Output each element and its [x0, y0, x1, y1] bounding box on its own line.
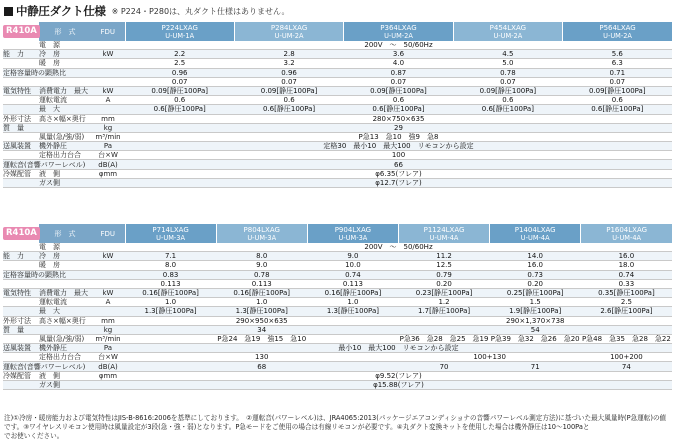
row-value: φ12.7(フレア) [125, 178, 672, 187]
row-category [3, 178, 39, 187]
row-label: 電 源 [39, 41, 91, 50]
model-code: P1404LXAG [514, 225, 556, 234]
model-unit: U-UM-4A [520, 233, 550, 242]
row-label: 暖 房 [39, 59, 91, 68]
row-unit: kg [91, 123, 125, 132]
row-value: 0.35[静圧100Pa] [581, 288, 672, 297]
row-value: 0.16[静圧100Pa] [216, 288, 307, 297]
row-value: 0.74 [581, 270, 672, 279]
row-value: 8.0 [216, 252, 307, 261]
row-category [3, 298, 39, 307]
row-label [39, 279, 91, 288]
row-category: 能 力 [3, 50, 39, 59]
row-unit: kW [91, 86, 125, 95]
fdu-label: FDU [91, 22, 125, 41]
row-unit: 台×W [91, 151, 125, 160]
row-value: P急39 急32 急26 急20 [490, 334, 580, 343]
model-header [234, 22, 343, 41]
row-label [39, 325, 91, 334]
row-unit [91, 270, 125, 279]
row-value: 0.113 [307, 279, 398, 288]
row-value: 11.2 [398, 252, 489, 261]
row-value: 0.09[静圧100Pa] [234, 86, 343, 95]
row-value: 2.6[静圧100Pa] [581, 307, 672, 316]
row-value: 1.3[静圧100Pa] [307, 307, 398, 316]
table-row [3, 353, 672, 362]
row-category: 運転音(音響パワーレベル) [3, 362, 86, 371]
row-value: 10.0 [307, 261, 398, 270]
row-value: 0.78 [216, 270, 307, 279]
row-category: 外形寸法 [3, 316, 39, 325]
row-value: 0.09[静圧100Pa] [344, 86, 453, 95]
table-row [3, 380, 672, 389]
row-value: 12.5 [398, 261, 489, 270]
table-row [3, 114, 672, 123]
row-value: 54 [398, 325, 672, 334]
model-unit: U-UM-4A [429, 233, 459, 242]
model-code: P714LXAG [152, 225, 189, 234]
row-unit: kg [91, 325, 125, 334]
row-value: 0.6[静圧100Pa] [234, 105, 343, 114]
row-value: φ15.88(フレア) [125, 380, 672, 389]
row-label: 最 大 [39, 105, 91, 114]
row-label: 高さ×幅×奥行 [39, 316, 91, 325]
row-value: 0.78 [453, 68, 562, 77]
row-value: 0.6 [125, 96, 234, 105]
row-value: P急48 急35 急28 急22 [581, 334, 671, 343]
row-unit [91, 41, 125, 50]
table-row [3, 178, 672, 187]
row-unit: mm [91, 316, 125, 325]
table-row [3, 77, 672, 86]
row-label: ガス側 [39, 178, 91, 187]
model-unit: U-UM-3A [338, 233, 368, 242]
row-label: 定格出力台合 [39, 151, 91, 160]
table-row [3, 362, 672, 371]
row-unit [91, 105, 125, 114]
model-header [581, 224, 672, 243]
table-row [3, 334, 672, 343]
row-unit [91, 178, 125, 187]
row-value: 0.71 [563, 68, 672, 77]
model-unit: U-UM-1A [165, 31, 195, 40]
row-label: 消費電力 最大 [39, 288, 91, 297]
row-value: 0.6 [563, 96, 672, 105]
model-code: P454LXAG [489, 23, 527, 32]
row-category [3, 307, 39, 316]
row-value: 0.87 [344, 68, 453, 77]
refrigerant-badge-cell [3, 224, 39, 243]
table-row [3, 50, 672, 59]
table-row [3, 96, 672, 105]
row-label: 暖 房 [39, 261, 91, 270]
row-value: 2.2 [125, 50, 234, 59]
row-value: 2.5 [125, 59, 234, 68]
row-value: 0.83 [125, 270, 216, 279]
row-value: 2.5 [581, 298, 672, 307]
row-value: 74 [581, 362, 672, 371]
table-row [3, 288, 672, 297]
row-category: 送風装置 [3, 142, 39, 151]
model-unit: U-UM-4A [612, 233, 642, 242]
row-value: 280×750×635 [125, 114, 672, 123]
row-value: 0.07 [125, 77, 234, 86]
model-code: P284LXAG [270, 23, 308, 32]
row-category [3, 334, 39, 343]
row-unit: m³/min [91, 132, 125, 141]
table-row [3, 325, 672, 334]
row-category: 冷媒配管 [3, 371, 39, 380]
row-unit: mm [91, 114, 125, 123]
row-value: 0.6[静圧100Pa] [453, 105, 562, 114]
row-value: 70 [398, 362, 489, 371]
row-category [3, 59, 39, 68]
model-label: 形 式 [39, 224, 91, 243]
footnote-line: でお使いください。 [4, 432, 64, 440]
row-value: 0.6 [234, 96, 343, 105]
row-value: 0.25[静圧100Pa] [490, 288, 581, 297]
row-value: 0.6[静圧100Pa] [344, 105, 453, 114]
table-row [3, 105, 672, 114]
row-value: 100+130 [398, 353, 580, 362]
row-unit [91, 307, 125, 316]
model-header [344, 22, 453, 41]
row-value: 18.0 [581, 261, 672, 270]
row-value: φ9.52(フレア) [125, 371, 672, 380]
row-label: 風量(急/強/弱) [39, 334, 91, 343]
row-unit: dB(A) [91, 160, 125, 169]
refrigerant-badge: R410A [3, 25, 40, 38]
row-unit [91, 77, 125, 86]
row-value: 8.0 [125, 261, 216, 270]
model-header [563, 22, 672, 41]
table-row [3, 41, 672, 50]
row-unit [91, 279, 125, 288]
row-value: 100 [125, 151, 672, 160]
row-unit [91, 243, 125, 252]
row-value: 6.3 [563, 59, 672, 68]
table-row [3, 142, 672, 151]
row-value: 0.6[静圧100Pa] [563, 105, 672, 114]
row-category: 外形寸法 [3, 114, 39, 123]
row-category: 運転音(音響パワーレベル) [3, 160, 86, 169]
row-category [3, 243, 39, 252]
row-value: 0.79 [398, 270, 489, 279]
row-category [3, 77, 39, 86]
row-value: 0.09[静圧100Pa] [453, 86, 562, 95]
row-unit: m³/min [91, 334, 125, 343]
row-value: 0.16[静圧100Pa] [125, 288, 216, 297]
row-value: 1.9[静圧100Pa] [490, 307, 581, 316]
row-value: 0.07 [344, 77, 453, 86]
row-value: 290×950×635 [125, 316, 398, 325]
row-unit [91, 59, 125, 68]
row-value: φ6.35(フレア) [125, 169, 672, 178]
row-value: 200V ～ 50/60Hz [125, 243, 672, 252]
model-unit: U-UM-2A [493, 31, 523, 40]
model-code: P1124LXAG [423, 225, 465, 234]
row-value: 0.6 [344, 96, 453, 105]
row-category: 質 量 [3, 123, 39, 132]
row-category: 定格容量時の顕熱比 [3, 68, 66, 77]
row-category: 電気特性 [3, 86, 39, 95]
table-row [3, 59, 672, 68]
row-label: 冷 房 [39, 50, 91, 59]
row-label: 電 源 [39, 243, 91, 252]
table-row [3, 68, 672, 77]
model-code: P564LXAG [599, 23, 636, 32]
model-header [398, 224, 489, 243]
row-label: 機外静圧 [39, 344, 91, 353]
row-value: 0.6 [453, 96, 562, 105]
footnote-line: 注)①冷房・暖房能力および電気特性はJIS-B-8616:2006を基準にしております。 ②運転音(パワーレベル)は、JRA4065:2013(パッケージエアコンディショナの音響パワーレベル測定方法)に基づいた最大風量時(P急運転)の値 [4, 414, 667, 422]
row-value: 9.0 [307, 252, 398, 261]
row-label: 液 側 [39, 169, 91, 178]
row-category [3, 132, 39, 141]
row-value: 1.3[静圧100Pa] [216, 307, 307, 316]
model-unit: U-UM-3A [156, 233, 185, 242]
row-value: 0.16[静圧100Pa] [307, 288, 398, 297]
table-row [3, 160, 672, 169]
footnotes [4, 414, 672, 441]
row-value: 1.0 [216, 298, 307, 307]
row-category: 冷媒配管 [3, 169, 39, 178]
row-unit: dB(A) [91, 362, 125, 371]
table-row [3, 316, 672, 325]
row-unit [91, 68, 125, 77]
row-value: 0.07 [563, 77, 672, 86]
row-category [3, 261, 39, 270]
row-category: 送風装置 [3, 344, 39, 353]
table-row [3, 371, 672, 380]
model-unit: U-UM-2A [274, 31, 304, 40]
spec-table-1 [3, 22, 672, 188]
row-value: 1.7[静圧100Pa] [398, 307, 489, 316]
row-value: 9.0 [216, 261, 307, 270]
row-label: ガス側 [39, 380, 91, 389]
row-unit: φmm [91, 371, 125, 380]
row-value: 4.5 [453, 50, 562, 59]
model-header [453, 22, 562, 41]
row-value: 0.09[静圧100Pa] [125, 86, 234, 95]
row-value: 0.74 [307, 270, 398, 279]
row-category [3, 279, 39, 288]
row-value: 0.09[静圧100Pa] [563, 86, 672, 95]
row-value: 0.33 [581, 279, 672, 288]
row-value: 66 [125, 160, 672, 169]
model-unit: U-UM-2A [603, 31, 632, 40]
spec-table-2 [3, 224, 672, 390]
model-code: P1604LXAG [606, 225, 648, 234]
row-unit [91, 261, 125, 270]
model-header [307, 224, 398, 243]
model-code: P224LXAG [161, 23, 198, 32]
refrigerant-badge: R410A [3, 227, 40, 240]
table-row [3, 243, 672, 252]
row-value: 0.96 [234, 68, 343, 77]
row-label [39, 123, 91, 132]
model-header [216, 224, 307, 243]
row-value: 0.6[静圧100Pa] [125, 105, 234, 114]
model-unit: U-UM-3A [247, 233, 277, 242]
row-value: 34 [125, 325, 398, 334]
model-code: P364LXAG [380, 23, 417, 32]
row-category: 質 量 [3, 325, 39, 334]
row-value: 1.0 [307, 298, 398, 307]
row-value: 3.2 [234, 59, 343, 68]
row-value: 定格30 最小10 最大100 リモコンから設定 [125, 142, 672, 151]
row-value: 1.2 [398, 298, 489, 307]
row-unit: A [91, 96, 125, 105]
row-value: 290×1,370×738 [398, 316, 672, 325]
row-value: 0.20 [490, 279, 581, 288]
row-value: 14.0 [490, 252, 581, 261]
row-value: 2.8 [234, 50, 343, 59]
row-label [39, 77, 91, 86]
row-category [3, 105, 39, 114]
title-text: 中静圧ダクト仕様 [16, 4, 106, 18]
row-value: 68 [125, 362, 398, 371]
table-row [3, 298, 672, 307]
row-value: 1.3[静圧100Pa] [125, 307, 216, 316]
row-label: 定格出力台合 [39, 353, 91, 362]
row-category [3, 380, 39, 389]
model-header [490, 224, 581, 243]
row-label: 運転電流 [39, 96, 91, 105]
row-value: 130 [125, 353, 398, 362]
row-value: 最小10 最大100 リモコンから設定 [125, 344, 672, 353]
row-value: 100+200 [581, 353, 672, 362]
title-note: ※ P224・P280は、丸ダクト仕様はありません。 [111, 6, 290, 16]
table-row [3, 270, 672, 279]
table-row [3, 132, 672, 141]
table-row [3, 261, 672, 270]
row-value: 200V ～ 50/60Hz [125, 41, 672, 50]
row-value: 0.96 [125, 68, 234, 77]
table-row [3, 86, 672, 95]
row-unit: Pa [91, 142, 125, 151]
table-row [3, 252, 672, 261]
row-value: 5.6 [563, 50, 672, 59]
page-title [4, 3, 290, 19]
row-value: 16.0 [581, 252, 672, 261]
row-unit: φmm [91, 169, 125, 178]
row-unit: A [91, 298, 125, 307]
table-row [3, 279, 672, 288]
row-value: 0.113 [216, 279, 307, 288]
row-value: P急24 急19 強15 急10 [125, 334, 398, 343]
fdu-label: FDU [91, 224, 125, 243]
row-label: 機外静圧 [39, 142, 91, 151]
row-label: 最 大 [39, 307, 91, 316]
row-label: 運転電流 [39, 298, 91, 307]
refrigerant-badge-cell [3, 22, 39, 41]
row-unit: Pa [91, 344, 125, 353]
row-value: P急36 急28 急25 急19 [399, 334, 489, 343]
row-value: 0.20 [398, 279, 489, 288]
row-category [3, 41, 39, 50]
row-category: 定格容量時の顕熱比 [3, 270, 66, 279]
model-header [125, 22, 234, 41]
row-value: 0.23[静圧100Pa] [398, 288, 489, 297]
row-category: 能 力 [3, 252, 39, 261]
row-value: 29 [125, 123, 672, 132]
table-row [3, 344, 672, 353]
row-value: 0.07 [234, 77, 343, 86]
row-category [3, 151, 39, 160]
table-row [3, 123, 672, 132]
row-value: 1.5 [490, 298, 581, 307]
row-unit: kW [91, 50, 125, 59]
model-code: P804LXAG [243, 225, 280, 234]
row-unit: 台×W [91, 353, 125, 362]
row-unit [91, 380, 125, 389]
row-value: 0.07 [453, 77, 562, 86]
row-value: 3.6 [344, 50, 453, 59]
row-value: 16.0 [490, 261, 581, 270]
row-value: 1.0 [125, 298, 216, 307]
table-row [3, 169, 672, 178]
model-header [125, 224, 216, 243]
footnote-line: です。③ワイヤレスリモコン使用時は風量設定が3段(急・強・弱)となります。P急モードをご使用の場合は有線リモコンが必要です。④丸ダクト変換キットを使用した場合は機外静圧は10～100Paと [4, 423, 590, 431]
model-label: 形 式 [39, 22, 91, 41]
row-value: 71 [490, 362, 581, 371]
row-value: 4.0 [344, 59, 453, 68]
row-label: 風量(急/強/弱) [39, 132, 91, 141]
row-value: 0.73 [490, 270, 581, 279]
row-unit: kW [91, 288, 125, 297]
row-unit: kW [91, 252, 125, 261]
row-value: 5.0 [453, 59, 562, 68]
table-row [3, 307, 672, 316]
row-value: P急13 急10 強9 急8 [125, 132, 672, 141]
row-label: 冷 房 [39, 252, 91, 261]
row-label: 液 側 [39, 371, 91, 380]
table-row [3, 151, 672, 160]
row-category: 電気特性 [3, 288, 39, 297]
row-label: 高さ×幅×奥行 [39, 114, 91, 123]
row-category [3, 353, 39, 362]
model-code: P904LXAG [334, 225, 372, 234]
row-value: 0.113 [125, 279, 216, 288]
row-label: 消費電力 最大 [39, 86, 91, 95]
row-value: 7.1 [125, 252, 216, 261]
title-square-icon [4, 7, 13, 16]
row-category [3, 96, 39, 105]
model-unit: U-UM-2A [384, 31, 413, 40]
